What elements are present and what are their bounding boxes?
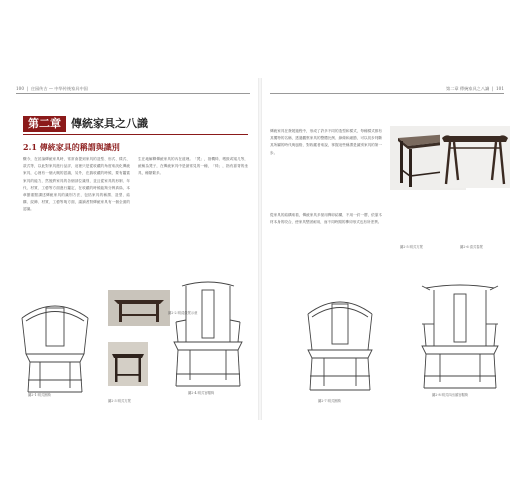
body-text-column-2: 生在地解釋傳統家具的內在道理。「凳」，指機椅、墩鼓或矮几等，統稱為凳子，在傳統家具中是最常見的一種，「椅」，指有靠背的坐具，種類繁多。 <box>138 157 248 176</box>
section-title: 2.1 傳統家具的稱謂與識別 <box>23 142 120 152</box>
figure-stool-photo <box>108 290 198 330</box>
figure-caption: 圖2-2 明清鼓凳示意 <box>168 311 198 315</box>
header-rule <box>16 93 250 94</box>
figure-armchair-drawing <box>300 286 380 403</box>
figure-caption: 圖2-7 明式圈椅 <box>318 399 341 403</box>
chapter-title: 傳統家具之八識 <box>71 117 148 130</box>
yokeback-chair-icon <box>168 276 248 392</box>
figure-caption: 圖2-5 明式方凳 <box>400 245 423 249</box>
body-text-column-1: 傳統家具在發展過程中，形成了許多不同的造型和樣式，每種樣式都有其獨特的名稱，透過觀察家具的整體比例、線條和細節，可以初步判斷其所屬的時代與風格，對收藏者來說，掌握這些稱謂是識別家具的第一步。 <box>270 129 382 155</box>
figure-bench-photo <box>440 126 510 249</box>
right-page <box>262 78 512 420</box>
body-text-column-1: 驟今，在討論傳統家具時，常常會提到家具的造型、形式、樣式、款式等，以此對家具進行品評，這裡只是從收藏的角度來淡化傳統家具，心裡有一個大概的認識，另外，在搞收藏的時候，要有鑑賞家具的能力，然後將家具的各個部位識別，並且從家具的形制、年代、材質、工藝等方面進行鑑定，在收藏的時候能夠分辨真偽，本章節重點講述傳統家具的識別方法，包括家具的稱謂、造型、結構、紋飾、材質、工藝等幾方面，讓讀者對傳統家具有一個全面的認識。 <box>23 157 130 212</box>
header-rule <box>270 93 504 94</box>
running-header-text: 庄园传古 — 中华传统家具中国 <box>30 86 88 91</box>
chapter-rule <box>23 134 248 135</box>
stool-icon <box>108 342 148 386</box>
figure-caption: 圖2-6 清式春凳 <box>460 245 483 249</box>
chapter-heading <box>23 116 248 132</box>
book-spread <box>8 78 512 420</box>
figure-caption: 圖2-4 明式官帽椅 <box>188 391 215 395</box>
page-number: 101 <box>496 86 504 91</box>
figure-yokeback-chair-drawing <box>416 278 504 400</box>
armchair-icon <box>16 288 94 398</box>
figure-caption: 圖2-3 明式方凳 <box>108 399 131 403</box>
bench-icon <box>440 126 510 188</box>
right-running-header: 第二章 傳統家具之八識 | 101 <box>446 86 504 91</box>
figure-caption: 圖2-8 明式四出頭官帽椅 <box>432 393 469 397</box>
yokeback-chair-icon <box>416 278 504 394</box>
left-running-header: 100 | 庄园传古 — 中华传统家具中国 <box>16 86 88 91</box>
page-number: 100 <box>16 86 24 91</box>
body-text-column-2: 從家具的結構來看，傳統家具多採用榫卯結構，不用一釘一膠，依靠木材本身的咬合，使家具堅固耐用，而不同時期的榫卯形式也有所差異。 <box>270 213 382 225</box>
armchair-icon <box>300 286 380 394</box>
running-header-text: 第二章 傳統家具之八識 <box>446 86 490 91</box>
stool-icon <box>108 290 170 326</box>
left-page <box>8 78 258 420</box>
figure-caption: 圖2-1 明式圈椅 <box>28 393 51 397</box>
figure-square-stool-photo <box>108 342 148 402</box>
chapter-label: 第二章 <box>23 116 66 132</box>
figure-armchair-drawing <box>16 288 94 398</box>
figure-yokeback-chair-drawing <box>168 276 248 398</box>
